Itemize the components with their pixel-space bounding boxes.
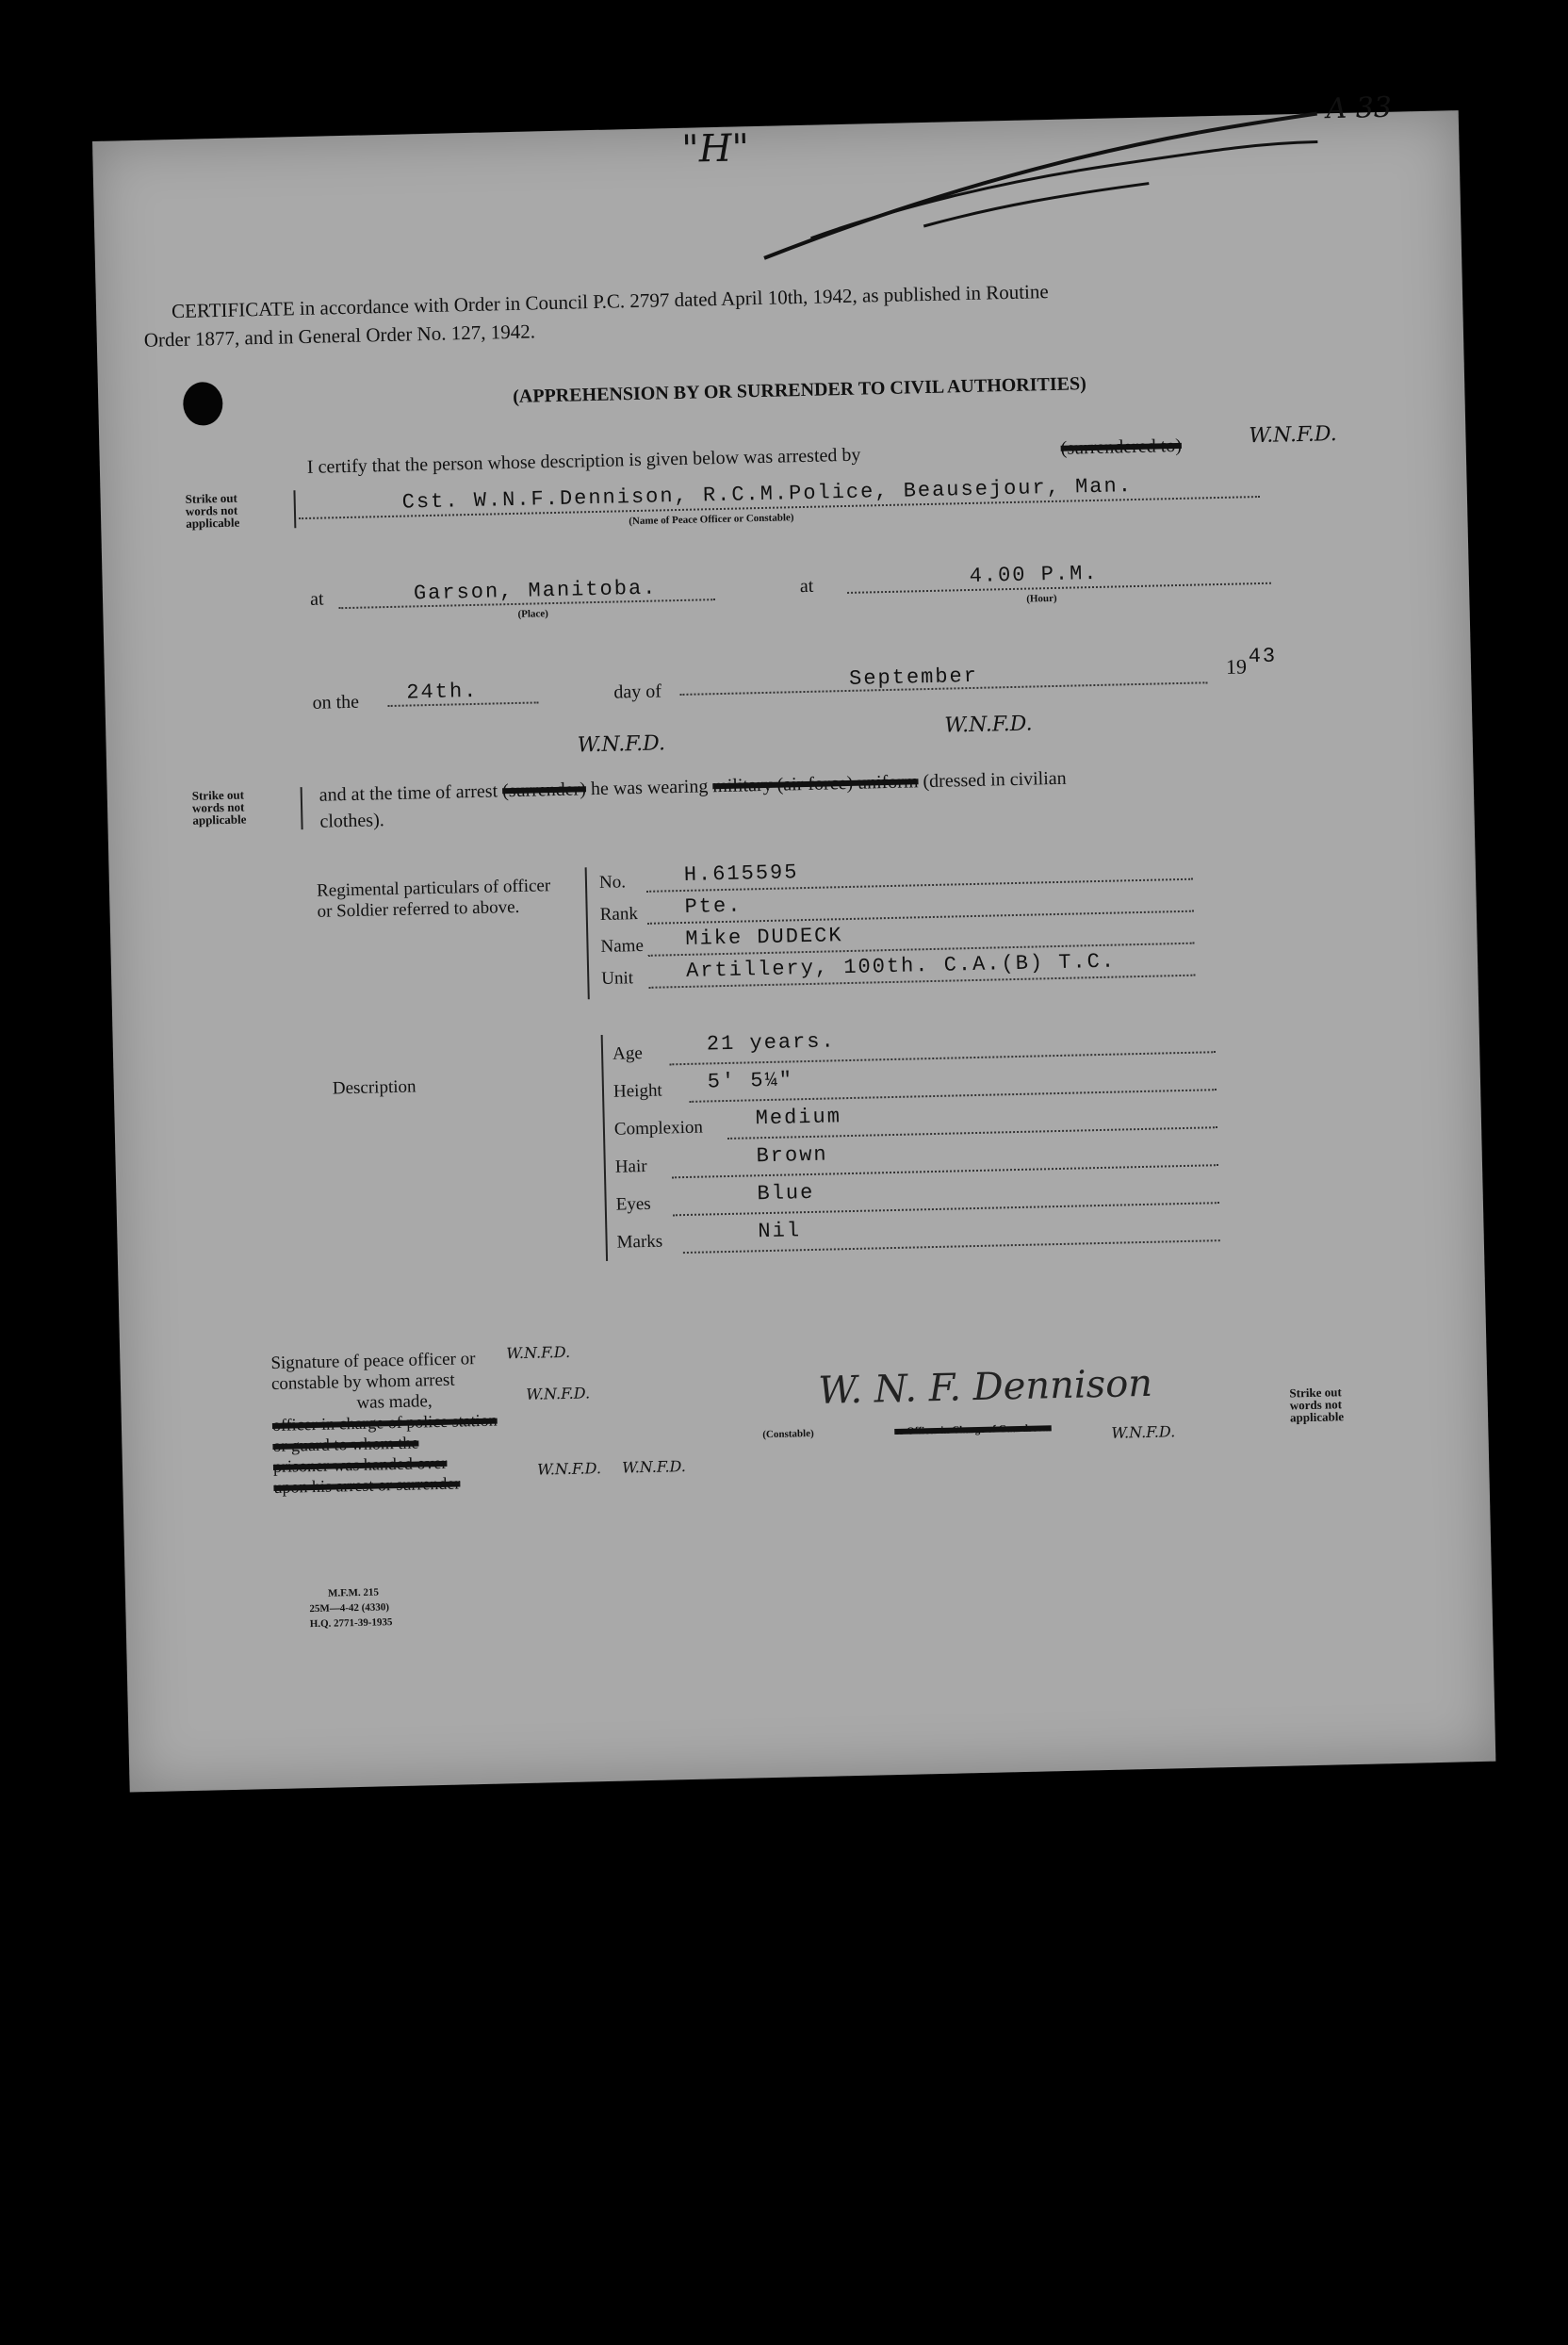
field-label-age: Age bbox=[612, 1043, 643, 1064]
initials-3: W.N.F.D. bbox=[944, 712, 1033, 738]
field-value-rank: Pte. bbox=[684, 894, 743, 919]
initials-5: W.N.F.D. bbox=[526, 1384, 591, 1403]
struck-line-1: officer in charge of police station bbox=[271, 1410, 498, 1435]
attire-mid: he was wearing bbox=[590, 776, 709, 800]
hour-caption: (Hour) bbox=[1026, 592, 1057, 605]
officer-name: Cst. W.N.F.Dennison, R.C.M.Police, Beausejour, Man. bbox=[401, 474, 1134, 515]
initials-4: W.N.F.D. bbox=[506, 1342, 571, 1363]
strike-out-note-2: Strike out words not applicable bbox=[191, 787, 247, 828]
bracket-2 bbox=[301, 787, 303, 829]
date-day: 24th. bbox=[406, 679, 479, 705]
field-value-age: 21 years. bbox=[706, 1029, 836, 1057]
field-label-unit: Unit bbox=[601, 968, 634, 989]
field-value-marks: Nil bbox=[758, 1219, 802, 1244]
handwritten-scribble bbox=[752, 104, 1340, 277]
header-line-1: CERTIFICATE in accordance with Order in Council P.C. 2797 dated April 10th, 1942, as published in Routine bbox=[171, 280, 1049, 323]
date-year-prefix: 19 bbox=[1225, 654, 1248, 679]
strike-out-note-3: Strike out words not applicable bbox=[1289, 1385, 1345, 1425]
attire-struck-uniform: military (air force) uniform bbox=[712, 771, 919, 797]
field-value-hair: Brown bbox=[756, 1142, 828, 1169]
place-caption: (Place) bbox=[517, 608, 549, 620]
form-code-3: H.Q. 2771-39-1935 bbox=[309, 1616, 393, 1631]
field-label-eyes: Eyes bbox=[615, 1193, 651, 1215]
attire-struck-surrender: (surrender) bbox=[501, 779, 587, 802]
date-month: September bbox=[848, 664, 979, 691]
field-label-rank: Rank bbox=[599, 904, 639, 925]
initials-1: W.N.F.D. bbox=[1249, 422, 1337, 449]
field-value-unit: Artillery, 100th. C.A.(B) T.C. bbox=[685, 949, 1117, 983]
field-label-hair: Hair bbox=[614, 1156, 647, 1177]
attire-pre: and at the time of arrest bbox=[318, 780, 498, 806]
attire-line-2: clothes). bbox=[319, 810, 384, 832]
field-value-name: Mike DUDECK bbox=[685, 924, 843, 951]
struck-line-4: upon his arrest or surrender bbox=[273, 1473, 461, 1497]
form-code-1: M.F.M. 215 bbox=[327, 1586, 380, 1599]
date-on-the: on the bbox=[312, 691, 360, 713]
strike-out-note-1: Strike out words not applicable bbox=[185, 490, 240, 531]
field-label-height: Height bbox=[612, 1080, 662, 1102]
place-value: Garson, Manitoba. bbox=[413, 576, 658, 606]
document-title: (APPREHENSION BY OR SURRENDER TO CIVIL AUTHORITIES) bbox=[513, 373, 1087, 407]
struck-caption: or Officer in Charge of Guardroom bbox=[894, 1422, 1052, 1438]
form-code-2: 25M—4-42 (4330) bbox=[309, 1601, 390, 1615]
description-label: Description bbox=[332, 1076, 416, 1099]
regimental-bracket bbox=[585, 867, 590, 999]
field-value-no: H.615595 bbox=[683, 861, 799, 887]
field-value-height: 5' 5¼" bbox=[707, 1068, 794, 1094]
header-line-2: Order 1877, and in General Order No. 127, 1942. bbox=[143, 320, 536, 352]
signature-line-1: Signature of peace officer or bbox=[270, 1349, 476, 1374]
corner-label: "H" bbox=[680, 126, 750, 172]
hour-value: 4.00 P.M. bbox=[969, 561, 1099, 589]
field-label-complexion: Complexion bbox=[613, 1117, 704, 1140]
constable-caption: (Constable) bbox=[762, 1427, 814, 1441]
struck-surrendered: (surrendered to) bbox=[1060, 435, 1183, 459]
field-label-name: Name bbox=[600, 935, 645, 957]
signature-line-2: constable by whom arrest bbox=[270, 1369, 455, 1395]
hour-prefix: at bbox=[799, 575, 814, 598]
struck-line-3: prisoner was handed over bbox=[272, 1452, 448, 1477]
initials-7: W.N.F.D. bbox=[621, 1457, 687, 1477]
officer-caption: (Name of Peace Officer or Constable) bbox=[629, 512, 794, 528]
signature-line-3: was made, bbox=[356, 1391, 433, 1413]
struck-line-2: or guard to whom the bbox=[272, 1433, 419, 1456]
initials-2: W.N.F.D. bbox=[577, 731, 666, 758]
field-value-eyes: Blue bbox=[757, 1180, 815, 1206]
regimental-label: Regimental particulars of officer or Soldier referred to above. bbox=[316, 876, 551, 922]
certification-intro: I certify that the person whose description is given below was arrested by bbox=[306, 444, 861, 478]
date-day-of: day of bbox=[613, 681, 662, 703]
date-year-suffix: 43 bbox=[1248, 644, 1278, 669]
regimental-particulars bbox=[590, 851, 1205, 993]
initials-6: W.N.F.D. bbox=[536, 1459, 602, 1479]
corner-reference: A 33 bbox=[1326, 90, 1393, 126]
punch-hole bbox=[183, 382, 223, 426]
attire-post: (dressed in civilian bbox=[923, 767, 1067, 793]
handwritten-signature: W. N. F. Dennison bbox=[817, 1361, 1153, 1413]
field-value-complexion: Medium bbox=[755, 1105, 842, 1131]
initials-8: W.N.F.D. bbox=[1111, 1422, 1176, 1442]
certificate-document bbox=[92, 90, 1495, 1792]
field-label-no: No. bbox=[598, 872, 627, 893]
description-fields bbox=[603, 1021, 1230, 1261]
bracket-1 bbox=[293, 490, 296, 528]
field-label-marks: Marks bbox=[616, 1231, 663, 1253]
place-prefix: at bbox=[309, 588, 324, 610]
